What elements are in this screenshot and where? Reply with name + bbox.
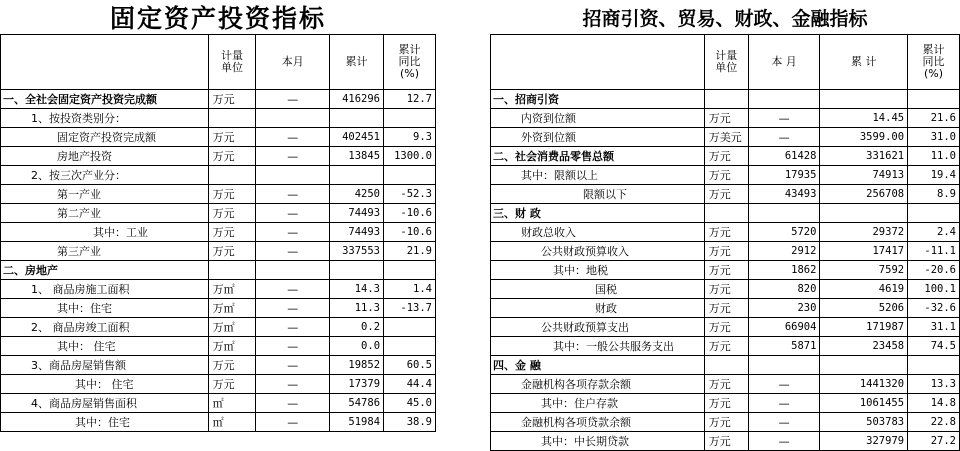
indicator-cell: 其中：住宅 — [1, 299, 209, 318]
month-value-cell — [748, 204, 820, 223]
table-row — [1, 413, 436, 432]
cumulative-value-cell: 1441320 — [820, 375, 908, 394]
table-row — [1, 147, 436, 166]
cumulative-value-cell: 13845 — [330, 147, 384, 166]
indicator-cell: 二、房地产 — [1, 261, 209, 280]
cumulative-value-cell: 17379 — [330, 375, 384, 394]
month-value-cell: — — [748, 109, 820, 128]
yoy-value-cell: 22.8 — [908, 413, 960, 432]
unit-cell: 万元 — [208, 128, 256, 147]
yoy-value-cell: 11.0 — [908, 147, 960, 166]
cumulative-value-cell: 503783 — [820, 413, 908, 432]
indicator-cell: 其中：限额以上 — [491, 166, 705, 185]
unit-cell: 万㎡ — [208, 337, 256, 356]
month-value-cell: 2912 — [748, 242, 820, 261]
cumulative-value-cell: 1061455 — [820, 394, 908, 413]
yoy-value-cell: 14.8 — [908, 394, 960, 413]
month-value-cell: — — [256, 299, 330, 318]
cumulative-value-cell: 14.3 — [330, 280, 384, 299]
yoy-value-cell: -20.6 — [908, 261, 960, 280]
month-value-cell: — — [748, 413, 820, 432]
table-row — [1, 280, 436, 299]
indicator-cell: 金融机构各项存款余额 — [491, 375, 705, 394]
yoy-value-cell: 21.9 — [384, 242, 436, 261]
table-row — [491, 261, 960, 280]
table-row — [491, 204, 960, 223]
indicator-cell: 1、按投资类别分： — [1, 109, 209, 128]
table-row — [491, 223, 960, 242]
indicator-cell: 其中：工业 — [1, 223, 209, 242]
cumulative-value-cell — [820, 204, 908, 223]
month-value-cell — [256, 109, 330, 128]
header-yoy: 累计 同比 (%) — [384, 35, 436, 90]
yoy-value-cell: -32.6 — [908, 299, 960, 318]
indicator-cell: 4、商品房屋销售面积 — [1, 394, 209, 413]
unit-cell: 万㎡ — [208, 299, 256, 318]
table-row — [491, 147, 960, 166]
unit-cell: 万元 — [704, 375, 748, 394]
month-value-cell: — — [256, 318, 330, 337]
indicator-cell: 房地产投资 — [1, 147, 209, 166]
cumulative-value-cell: 23458 — [820, 337, 908, 356]
unit-cell: 万元 — [704, 223, 748, 242]
header-cumulative: 累计 — [330, 35, 384, 90]
header-indicator — [1, 35, 209, 90]
table-row — [491, 299, 960, 318]
unit-cell: 万元 — [208, 147, 256, 166]
yoy-value-cell: 1.4 — [384, 280, 436, 299]
table-row — [1, 356, 436, 375]
unit-cell: 万㎡ — [208, 318, 256, 337]
month-value-cell — [748, 90, 820, 109]
month-value-cell: — — [256, 147, 330, 166]
cumulative-value-cell: 74493 — [330, 204, 384, 223]
header-cumulative: 累 计 — [820, 35, 908, 90]
indicator-cell: 3、商品房屋销售额 — [1, 356, 209, 375]
indicator-cell: 其中：一般公共服务支出 — [491, 337, 705, 356]
unit-cell: 万元 — [208, 375, 256, 394]
indicator-cell: 2、 商品房竣工面积 — [1, 318, 209, 337]
unit-cell: 万元 — [704, 432, 748, 451]
cumulative-value-cell — [820, 90, 908, 109]
table-row — [1, 185, 436, 204]
fixed-asset-investment-table — [0, 34, 436, 432]
cumulative-value-cell: 4619 — [820, 280, 908, 299]
table-row — [491, 432, 960, 451]
indicator-cell: 外资到位额 — [491, 128, 705, 147]
yoy-value-cell: 100.1 — [908, 280, 960, 299]
table-row — [491, 185, 960, 204]
yoy-value-cell: -13.7 — [384, 299, 436, 318]
cumulative-value-cell: 74493 — [330, 223, 384, 242]
cumulative-value-cell: 3599.00 — [820, 128, 908, 147]
unit-cell: ㎡ — [208, 413, 256, 432]
month-value-cell: — — [748, 128, 820, 147]
cumulative-value-cell: 331621 — [820, 147, 908, 166]
indicator-cell: 国税 — [491, 280, 705, 299]
unit-cell: 万元 — [704, 166, 748, 185]
month-value-cell: — — [256, 185, 330, 204]
fixed-asset-investment-panel — [0, 0, 436, 444]
table-row — [491, 413, 960, 432]
yoy-value-cell — [384, 166, 436, 185]
yoy-value-cell: 9.3 — [384, 128, 436, 147]
header-month: 本月 — [256, 35, 330, 90]
yoy-value-cell — [384, 318, 436, 337]
table-row — [1, 109, 436, 128]
header-unit: 计量 单位 — [208, 35, 256, 90]
unit-cell: 万元 — [704, 413, 748, 432]
yoy-value-cell: 74.5 — [908, 337, 960, 356]
cumulative-value-cell — [330, 109, 384, 128]
month-value-cell: 66904 — [748, 318, 820, 337]
unit-cell — [704, 356, 748, 375]
table-row — [491, 90, 960, 109]
indicator-cell: 其中：住户存款 — [491, 394, 705, 413]
table-row — [491, 242, 960, 261]
unit-cell: 万元 — [704, 109, 748, 128]
table-row — [1, 337, 436, 356]
indicator-cell: 限额以下 — [491, 185, 705, 204]
unit-cell — [208, 261, 256, 280]
month-value-cell: — — [256, 242, 330, 261]
table-row — [491, 356, 960, 375]
unit-cell: ㎡ — [208, 394, 256, 413]
month-value-cell: — — [256, 337, 330, 356]
trade-finance-panel — [490, 0, 960, 448]
header-unit: 计量 单位 — [704, 35, 748, 90]
indicator-cell: 一、全社会固定资产投资完成额 — [1, 90, 209, 109]
indicator-cell: 财政总收入 — [491, 223, 705, 242]
indicator-cell: 1、 商品房施工面积 — [1, 280, 209, 299]
yoy-value-cell: 31.0 — [908, 128, 960, 147]
yoy-value-cell: 60.5 — [384, 356, 436, 375]
header-month: 本 月 — [748, 35, 820, 90]
unit-cell: 万元 — [704, 185, 748, 204]
indicator-cell: 第三产业 — [1, 242, 209, 261]
unit-cell: 万元 — [704, 261, 748, 280]
unit-cell: 万美元 — [704, 128, 748, 147]
table-row — [1, 242, 436, 261]
cumulative-value-cell: 51984 — [330, 413, 384, 432]
yoy-value-cell: -10.6 — [384, 223, 436, 242]
table-row — [491, 394, 960, 413]
indicator-cell: 其中：中长期贷款 — [491, 432, 705, 451]
month-value-cell: — — [748, 432, 820, 451]
month-value-cell — [256, 261, 330, 280]
indicator-cell: 财政 — [491, 299, 705, 318]
month-value-cell: — — [256, 223, 330, 242]
month-value-cell: — — [256, 280, 330, 299]
month-value-cell: — — [256, 375, 330, 394]
month-value-cell: 5871 — [748, 337, 820, 356]
unit-cell — [704, 90, 748, 109]
cumulative-value-cell: 29372 — [820, 223, 908, 242]
cumulative-value-cell — [330, 261, 384, 280]
left-panel-title: 固定资产投资指标 — [109, 4, 326, 33]
trade-finance-table — [490, 34, 960, 451]
table-row — [491, 166, 960, 185]
table-row — [1, 375, 436, 394]
cumulative-value-cell — [820, 356, 908, 375]
yoy-value-cell — [908, 204, 960, 223]
unit-cell: 万元 — [208, 204, 256, 223]
table-row — [1, 299, 436, 318]
month-value-cell: 43493 — [748, 185, 820, 204]
table-header-row — [491, 35, 960, 90]
month-value-cell — [748, 356, 820, 375]
cumulative-value-cell: 171987 — [820, 318, 908, 337]
indicator-cell: 其中：住宅 — [1, 413, 209, 432]
yoy-value-cell: 19.4 — [908, 166, 960, 185]
indicator-cell: 其中：地税 — [491, 261, 705, 280]
indicator-cell: 第一产业 — [1, 185, 209, 204]
table-row — [491, 109, 960, 128]
month-value-cell: 820 — [748, 280, 820, 299]
cumulative-value-cell: 256708 — [820, 185, 908, 204]
unit-cell: 万元 — [704, 394, 748, 413]
unit-cell: 万元 — [208, 223, 256, 242]
cumulative-value-cell: 17417 — [820, 242, 908, 261]
yoy-value-cell: 2.4 — [908, 223, 960, 242]
indicator-cell: 四、金 融 — [491, 356, 705, 375]
yoy-value-cell — [384, 261, 436, 280]
unit-cell — [208, 166, 256, 185]
cumulative-value-cell: 0.2 — [330, 318, 384, 337]
indicator-cell: 三、财 政 — [491, 204, 705, 223]
table-row — [1, 128, 436, 147]
unit-cell: 万元 — [208, 242, 256, 261]
table-row — [1, 204, 436, 223]
month-value-cell: 230 — [748, 299, 820, 318]
cumulative-value-cell: 74913 — [820, 166, 908, 185]
yoy-value-cell: 27.2 — [908, 432, 960, 451]
unit-cell: 万元 — [208, 90, 256, 109]
indicator-cell: 公共财政预算支出 — [491, 318, 705, 337]
cumulative-value-cell: 19852 — [330, 356, 384, 375]
month-value-cell — [256, 166, 330, 185]
table-row — [1, 90, 436, 109]
unit-cell: 万元 — [704, 147, 748, 166]
unit-cell: 万元 — [704, 280, 748, 299]
month-value-cell: 1862 — [748, 261, 820, 280]
header-yoy: 累计 同比 (%) — [908, 35, 960, 90]
table-row — [491, 128, 960, 147]
month-value-cell: — — [748, 394, 820, 413]
cumulative-value-cell: 5206 — [820, 299, 908, 318]
unit-cell: 万元 — [704, 299, 748, 318]
yoy-value-cell: 44.4 — [384, 375, 436, 394]
month-value-cell: — — [256, 128, 330, 147]
cumulative-value-cell: 14.45 — [820, 109, 908, 128]
right-panel-title: 招商引资、贸易、财政、金融指标 — [582, 7, 868, 30]
yoy-value-cell: 31.1 — [908, 318, 960, 337]
indicator-cell: 公共财政预算收入 — [491, 242, 705, 261]
indicator-cell: 固定资产投资完成额 — [1, 128, 209, 147]
yoy-value-cell — [384, 337, 436, 356]
cumulative-value-cell: 54786 — [330, 394, 384, 413]
yoy-value-cell: 21.6 — [908, 109, 960, 128]
table-row — [491, 280, 960, 299]
yoy-value-cell: -11.1 — [908, 242, 960, 261]
unit-cell — [208, 109, 256, 128]
unit-cell: 万元 — [208, 356, 256, 375]
yoy-value-cell: 38.9 — [384, 413, 436, 432]
cumulative-value-cell: 11.3 — [330, 299, 384, 318]
month-value-cell: — — [256, 204, 330, 223]
table-header-row — [1, 35, 436, 90]
table-row — [1, 261, 436, 280]
unit-cell — [704, 204, 748, 223]
yoy-value-cell: 12.7 — [384, 90, 436, 109]
indicator-cell: 内资到位额 — [491, 109, 705, 128]
cumulative-value-cell: 416296 — [330, 90, 384, 109]
indicator-cell: 其中： 住宅 — [1, 337, 209, 356]
unit-cell: 万元 — [208, 185, 256, 204]
yoy-value-cell — [384, 109, 436, 128]
unit-cell: 万元 — [704, 242, 748, 261]
yoy-value-cell: 45.0 — [384, 394, 436, 413]
cumulative-value-cell: 327979 — [820, 432, 908, 451]
table-row — [1, 223, 436, 242]
unit-cell: 万元 — [704, 337, 748, 356]
cumulative-value-cell — [330, 166, 384, 185]
table-row — [1, 318, 436, 337]
panel-gap — [436, 0, 490, 444]
indicator-cell: 2、按三次产业分： — [1, 166, 209, 185]
month-value-cell: — — [256, 394, 330, 413]
indicator-cell: 二、社会消费品零售总额 — [491, 147, 705, 166]
yoy-value-cell: 1300.0 — [384, 147, 436, 166]
indicator-cell: 第二产业 — [1, 204, 209, 223]
table-row — [1, 166, 436, 185]
yoy-value-cell: -52.3 — [384, 185, 436, 204]
yoy-value-cell: -10.6 — [384, 204, 436, 223]
cumulative-value-cell: 402451 — [330, 128, 384, 147]
table-row — [491, 375, 960, 394]
table-row — [491, 318, 960, 337]
table-row — [1, 394, 436, 413]
month-value-cell: 5720 — [748, 223, 820, 242]
month-value-cell: 17935 — [748, 166, 820, 185]
indicator-cell: 一、招商引资 — [491, 90, 705, 109]
cumulative-value-cell: 337553 — [330, 242, 384, 261]
yoy-value-cell: 8.9 — [908, 185, 960, 204]
month-value-cell: 61428 — [748, 147, 820, 166]
unit-cell: 万元 — [704, 318, 748, 337]
month-value-cell: — — [256, 90, 330, 109]
yoy-value-cell — [908, 356, 960, 375]
yoy-value-cell — [908, 90, 960, 109]
cumulative-value-cell: 7592 — [820, 261, 908, 280]
table-row — [491, 337, 960, 356]
cumulative-value-cell: 0.0 — [330, 337, 384, 356]
indicator-cell: 金融机构各项贷款余额 — [491, 413, 705, 432]
month-value-cell: — — [256, 356, 330, 375]
month-value-cell: — — [256, 413, 330, 432]
indicator-cell: 其中： 住宅 — [1, 375, 209, 394]
month-value-cell: — — [748, 375, 820, 394]
header-indicator — [491, 35, 705, 90]
yoy-value-cell: 13.3 — [908, 375, 960, 394]
unit-cell: 万㎡ — [208, 280, 256, 299]
cumulative-value-cell: 4250 — [330, 185, 384, 204]
